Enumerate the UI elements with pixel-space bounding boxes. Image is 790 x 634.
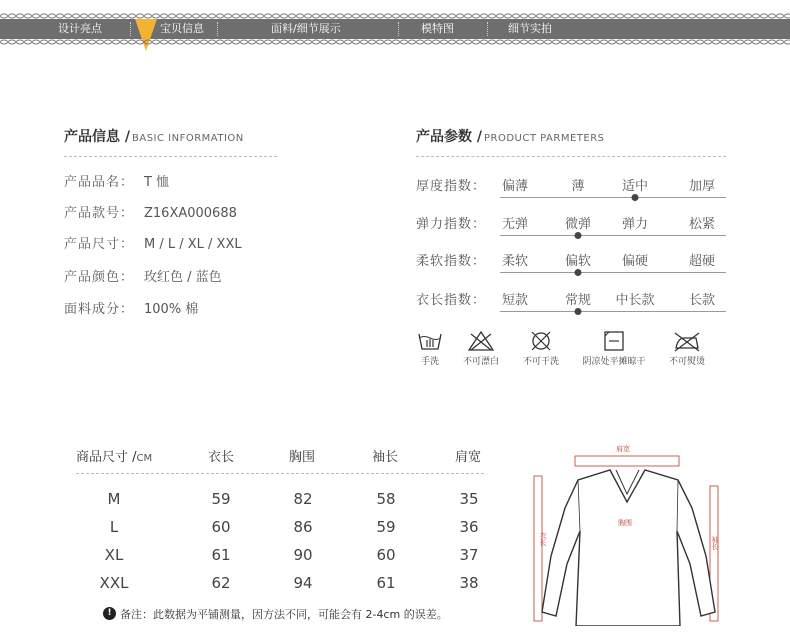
divider xyxy=(76,473,484,474)
tshirt-outline-icon xyxy=(530,436,730,626)
nav-separator xyxy=(487,22,488,36)
param-option: 微弹 xyxy=(564,217,592,232)
nav-item-design[interactable]: 设计亮点 xyxy=(58,22,102,35)
param-row xyxy=(416,213,726,243)
param-option: 常规 xyxy=(564,293,592,308)
top-nav-bar xyxy=(0,19,790,39)
size-cell: L xyxy=(109,518,119,536)
param-row xyxy=(416,175,726,205)
divider xyxy=(416,156,726,157)
no-iron-icon xyxy=(672,330,702,352)
size-col-header: 肩宽 xyxy=(455,450,482,465)
care-item: 手洗 xyxy=(412,330,448,367)
size-value-cell: 58 xyxy=(376,490,396,508)
param-option: 长款 xyxy=(688,293,716,308)
size-value-cell: 35 xyxy=(459,490,479,508)
info-row-name: 产品品名： T 恤 xyxy=(64,175,170,190)
active-tab-marker-icon xyxy=(135,19,157,53)
nav-separator xyxy=(217,22,218,36)
size-value-cell: 36 xyxy=(459,518,479,536)
size-cell: XL xyxy=(104,546,124,564)
measurement-note xyxy=(103,606,448,622)
size-col-header: 袖长 xyxy=(372,450,399,465)
size-cell: XXL xyxy=(99,574,129,592)
param-option: 松紧 xyxy=(688,217,716,232)
param-scale-line xyxy=(500,272,726,273)
note-text: 备注：此数据为平铺测量，因方法不同，可能会有 2-4cm 的误差。 xyxy=(120,608,448,621)
divider xyxy=(64,156,277,157)
param-scale-line xyxy=(500,235,726,236)
param-label: 衣长指数： xyxy=(416,293,487,308)
param-option: 薄 xyxy=(571,179,585,194)
size-value-cell: 94 xyxy=(293,574,313,592)
size-value-cell: 61 xyxy=(376,574,396,592)
size-value-cell: 82 xyxy=(293,490,313,508)
decorative-chain-bottom xyxy=(0,39,790,45)
param-selected-dot xyxy=(575,269,582,276)
param-option: 偏硬 xyxy=(621,254,649,269)
param-scale-line xyxy=(500,311,726,312)
size-value-cell: 37 xyxy=(459,546,479,564)
care-item: 不可熨烫 xyxy=(662,330,712,367)
nav-item-detail-photos[interactable]: 细节实拍 xyxy=(508,22,552,35)
no-dry-clean-icon xyxy=(529,330,553,352)
size-value-cell: 38 xyxy=(459,574,479,592)
param-option: 超硬 xyxy=(688,254,716,269)
label-sleeve: 袖长 xyxy=(711,536,719,550)
nav-separator xyxy=(130,22,131,36)
size-col-header: 衣长 xyxy=(208,450,235,465)
warning-icon: ! xyxy=(103,607,116,620)
nav-item-fabric-details[interactable]: 面料/细节展示 xyxy=(271,22,341,35)
param-scale-line xyxy=(500,197,726,198)
size-value-cell: 59 xyxy=(376,518,396,536)
hand-wash-icon xyxy=(417,330,443,352)
size-table-title: 商品尺寸 /CM xyxy=(76,450,153,465)
product-info-title: 产品信息 / BASIC INFORMATION xyxy=(64,129,244,145)
info-row-sizes: 产品尺寸： M / L / XL / XXL xyxy=(64,237,242,252)
size-value-cell: 86 xyxy=(293,518,313,536)
size-value-cell: 90 xyxy=(293,546,313,564)
param-option: 柔软 xyxy=(501,254,529,269)
param-option: 加厚 xyxy=(688,179,716,194)
info-row-colors: 产品颜色： 玫红色 / 蓝色 xyxy=(64,270,222,285)
size-value-cell: 60 xyxy=(211,518,231,536)
nav-separator xyxy=(398,22,399,36)
info-row-material: 面料成分： 100% 棉 xyxy=(64,302,199,317)
garment-measurement-diagram xyxy=(530,436,730,630)
param-option: 短款 xyxy=(501,293,529,308)
size-value-cell: 60 xyxy=(376,546,396,564)
param-selected-dot xyxy=(575,308,582,315)
param-option: 偏薄 xyxy=(501,179,529,194)
param-label: 弹力指数： xyxy=(416,217,487,232)
product-params-title: 产品参数 / PRODUCT PARMETERS xyxy=(416,129,605,145)
size-value-cell: 62 xyxy=(211,574,231,592)
flat-dry-shade-icon xyxy=(603,330,625,352)
param-row xyxy=(416,250,726,280)
care-item: 阴凉处平摊晾干 xyxy=(576,330,652,367)
param-option: 偏软 xyxy=(564,254,592,269)
size-cell: M xyxy=(107,490,121,508)
size-col-header: 胸围 xyxy=(289,450,316,465)
no-bleach-icon xyxy=(467,330,495,352)
param-row xyxy=(416,289,726,319)
param-selected-dot xyxy=(575,232,582,239)
param-label: 厚度指数： xyxy=(416,179,487,194)
nav-item-model[interactable]: 模特图 xyxy=(421,22,454,35)
label-shoulder-width: 肩宽 xyxy=(616,445,630,453)
label-chest: 胸围 xyxy=(618,519,632,527)
param-label: 柔软指数： xyxy=(416,254,487,269)
nav-item-product-info[interactable]: 宝贝信息 xyxy=(160,22,204,35)
param-option: 无弹 xyxy=(501,217,529,232)
info-row-style-no: 产品款号： Z16XA000688 xyxy=(64,206,237,221)
size-value-cell: 61 xyxy=(211,546,231,564)
care-item: 不可漂白 xyxy=(456,330,506,367)
label-length: 衣长 xyxy=(539,532,547,546)
care-item: 不可干洗 xyxy=(516,330,566,367)
param-option: 适中 xyxy=(621,179,649,194)
size-value-cell: 59 xyxy=(211,490,231,508)
param-option: 中长款 xyxy=(615,293,655,308)
param-selected-dot xyxy=(632,194,639,201)
param-option: 弹力 xyxy=(621,217,649,232)
